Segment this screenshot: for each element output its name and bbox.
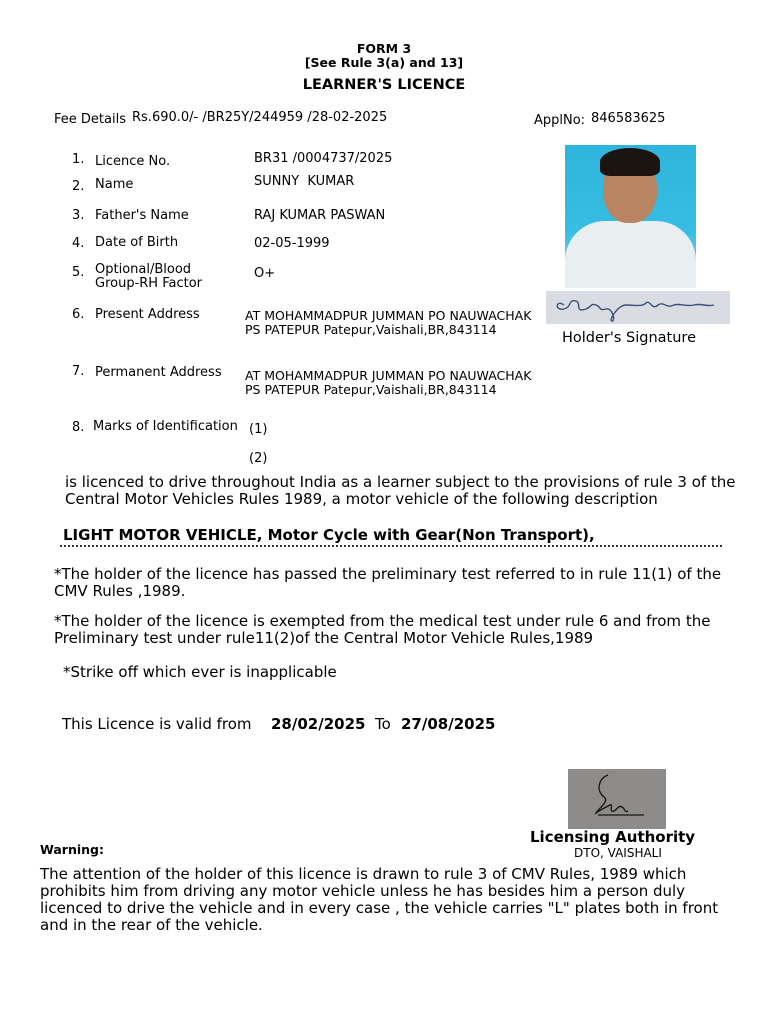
form-number: FORM 3 (356, 41, 412, 56)
fee-details-label: Fee Details (54, 112, 126, 127)
licensing-authority-title: Licensing Authority (530, 828, 696, 846)
field-number: 1. (72, 152, 85, 167)
dob-value: 02-05-1999 (254, 236, 330, 251)
name-value: SUNNY KUMAR (254, 174, 355, 189)
mark-2: (2) (249, 451, 268, 466)
field-number: 6. (72, 307, 85, 322)
field-number: 5. (72, 265, 85, 280)
strike-note: *Strike off which ever is inapplicable (63, 663, 337, 681)
field-number: 2. (72, 179, 85, 194)
marks-identification-label: Marks of Identification (93, 419, 238, 434)
fee-details-value: Rs.690.0/- /BR25Y/244959 /28-02-2025 (132, 110, 388, 125)
valid-from-date: 28/02/2025 (271, 715, 366, 733)
holder-photo (565, 145, 696, 288)
fathers-name-value: RAJ KUMAR PASWAN (254, 208, 386, 223)
validity-to-label: To (375, 715, 391, 733)
appl-no-value: 846583625 (591, 111, 666, 126)
licensing-authority-office: DTO, VAISHALI (574, 846, 662, 860)
dotted-divider (60, 545, 722, 547)
blood-group-label-line2: Group-RH Factor (95, 276, 203, 291)
authority-signature-image (568, 769, 666, 829)
blood-group-value: O+ (254, 266, 276, 281)
warning-text: The attention of the holder of this licence is drawn to rule 3 of CMV Rules, 1989 which prohibits him from driving any motor vehicle unless he has besides him a person duly licenced to drive the vehicle and in every case , the vehicle carries "L" plates both in front and in the rear of the vehicle. (40, 865, 719, 934)
fathers-name-label: Father's Name (95, 208, 189, 223)
passed-test-note: *The holder of the licence has passed the preliminary test referred to in rule 11(1) of the CMV Rules ,1989. (54, 565, 722, 600)
permanent-address-line1: AT MOHAMMADPUR JUMMAN PO NAUWACHAK (245, 368, 532, 383)
mark-1: (1) (249, 422, 268, 437)
dob-label: Date of Birth (95, 235, 179, 250)
field-number: 8. (72, 420, 85, 435)
holder-signature-image (546, 291, 730, 324)
validity-label: This Licence is valid from (62, 715, 252, 733)
rule-reference: [See Rule 3(a) and 13] (304, 55, 464, 70)
vehicle-class: LIGHT MOTOR VEHICLE, Motor Cycle with Gear(Non Transport), (63, 526, 595, 544)
appl-no-label: ApplNo: (534, 113, 586, 128)
present-address-line2: PS PATEPUR Patepur,Vaishali,BR,843114 (245, 322, 497, 337)
present-address-label: Present Address (95, 307, 200, 322)
valid-to-date: 27/08/2025 (401, 715, 496, 733)
field-number: 7. (72, 364, 85, 379)
present-address-line1: AT MOHAMMADPUR JUMMAN PO NAUWACHAK (245, 308, 532, 323)
field-number: 3. (72, 208, 85, 223)
licence-statement: is licenced to drive throughout India as a learner subject to the provisions of rule 3 of the Central Motor Vehicles Rules 1989, a motor vehicle of the following description (65, 473, 736, 508)
warning-label: Warning: (40, 842, 104, 857)
blood-group-label-line1: Optional/Blood (95, 262, 192, 277)
exempted-note: *The holder of the licence is exempted from the medical test under rule 6 and from the Preliminary test under rule11(2)of the Central Motor Vehicle Rules,1989 (54, 612, 711, 647)
licence-no-value: BR31 /0004737/2025 (254, 151, 393, 166)
field-number: 4. (72, 236, 85, 251)
licence-no-label: Licence No. (95, 154, 171, 169)
permanent-address-line2: PS PATEPUR Patepur,Vaishali,BR,843114 (245, 382, 497, 397)
name-label: Name (95, 177, 134, 192)
holder-signature-label: Holder's Signature (562, 330, 696, 346)
permanent-address-label: Permanent Address (95, 365, 222, 380)
document-title: LEARNER'S LICENCE (302, 77, 466, 93)
